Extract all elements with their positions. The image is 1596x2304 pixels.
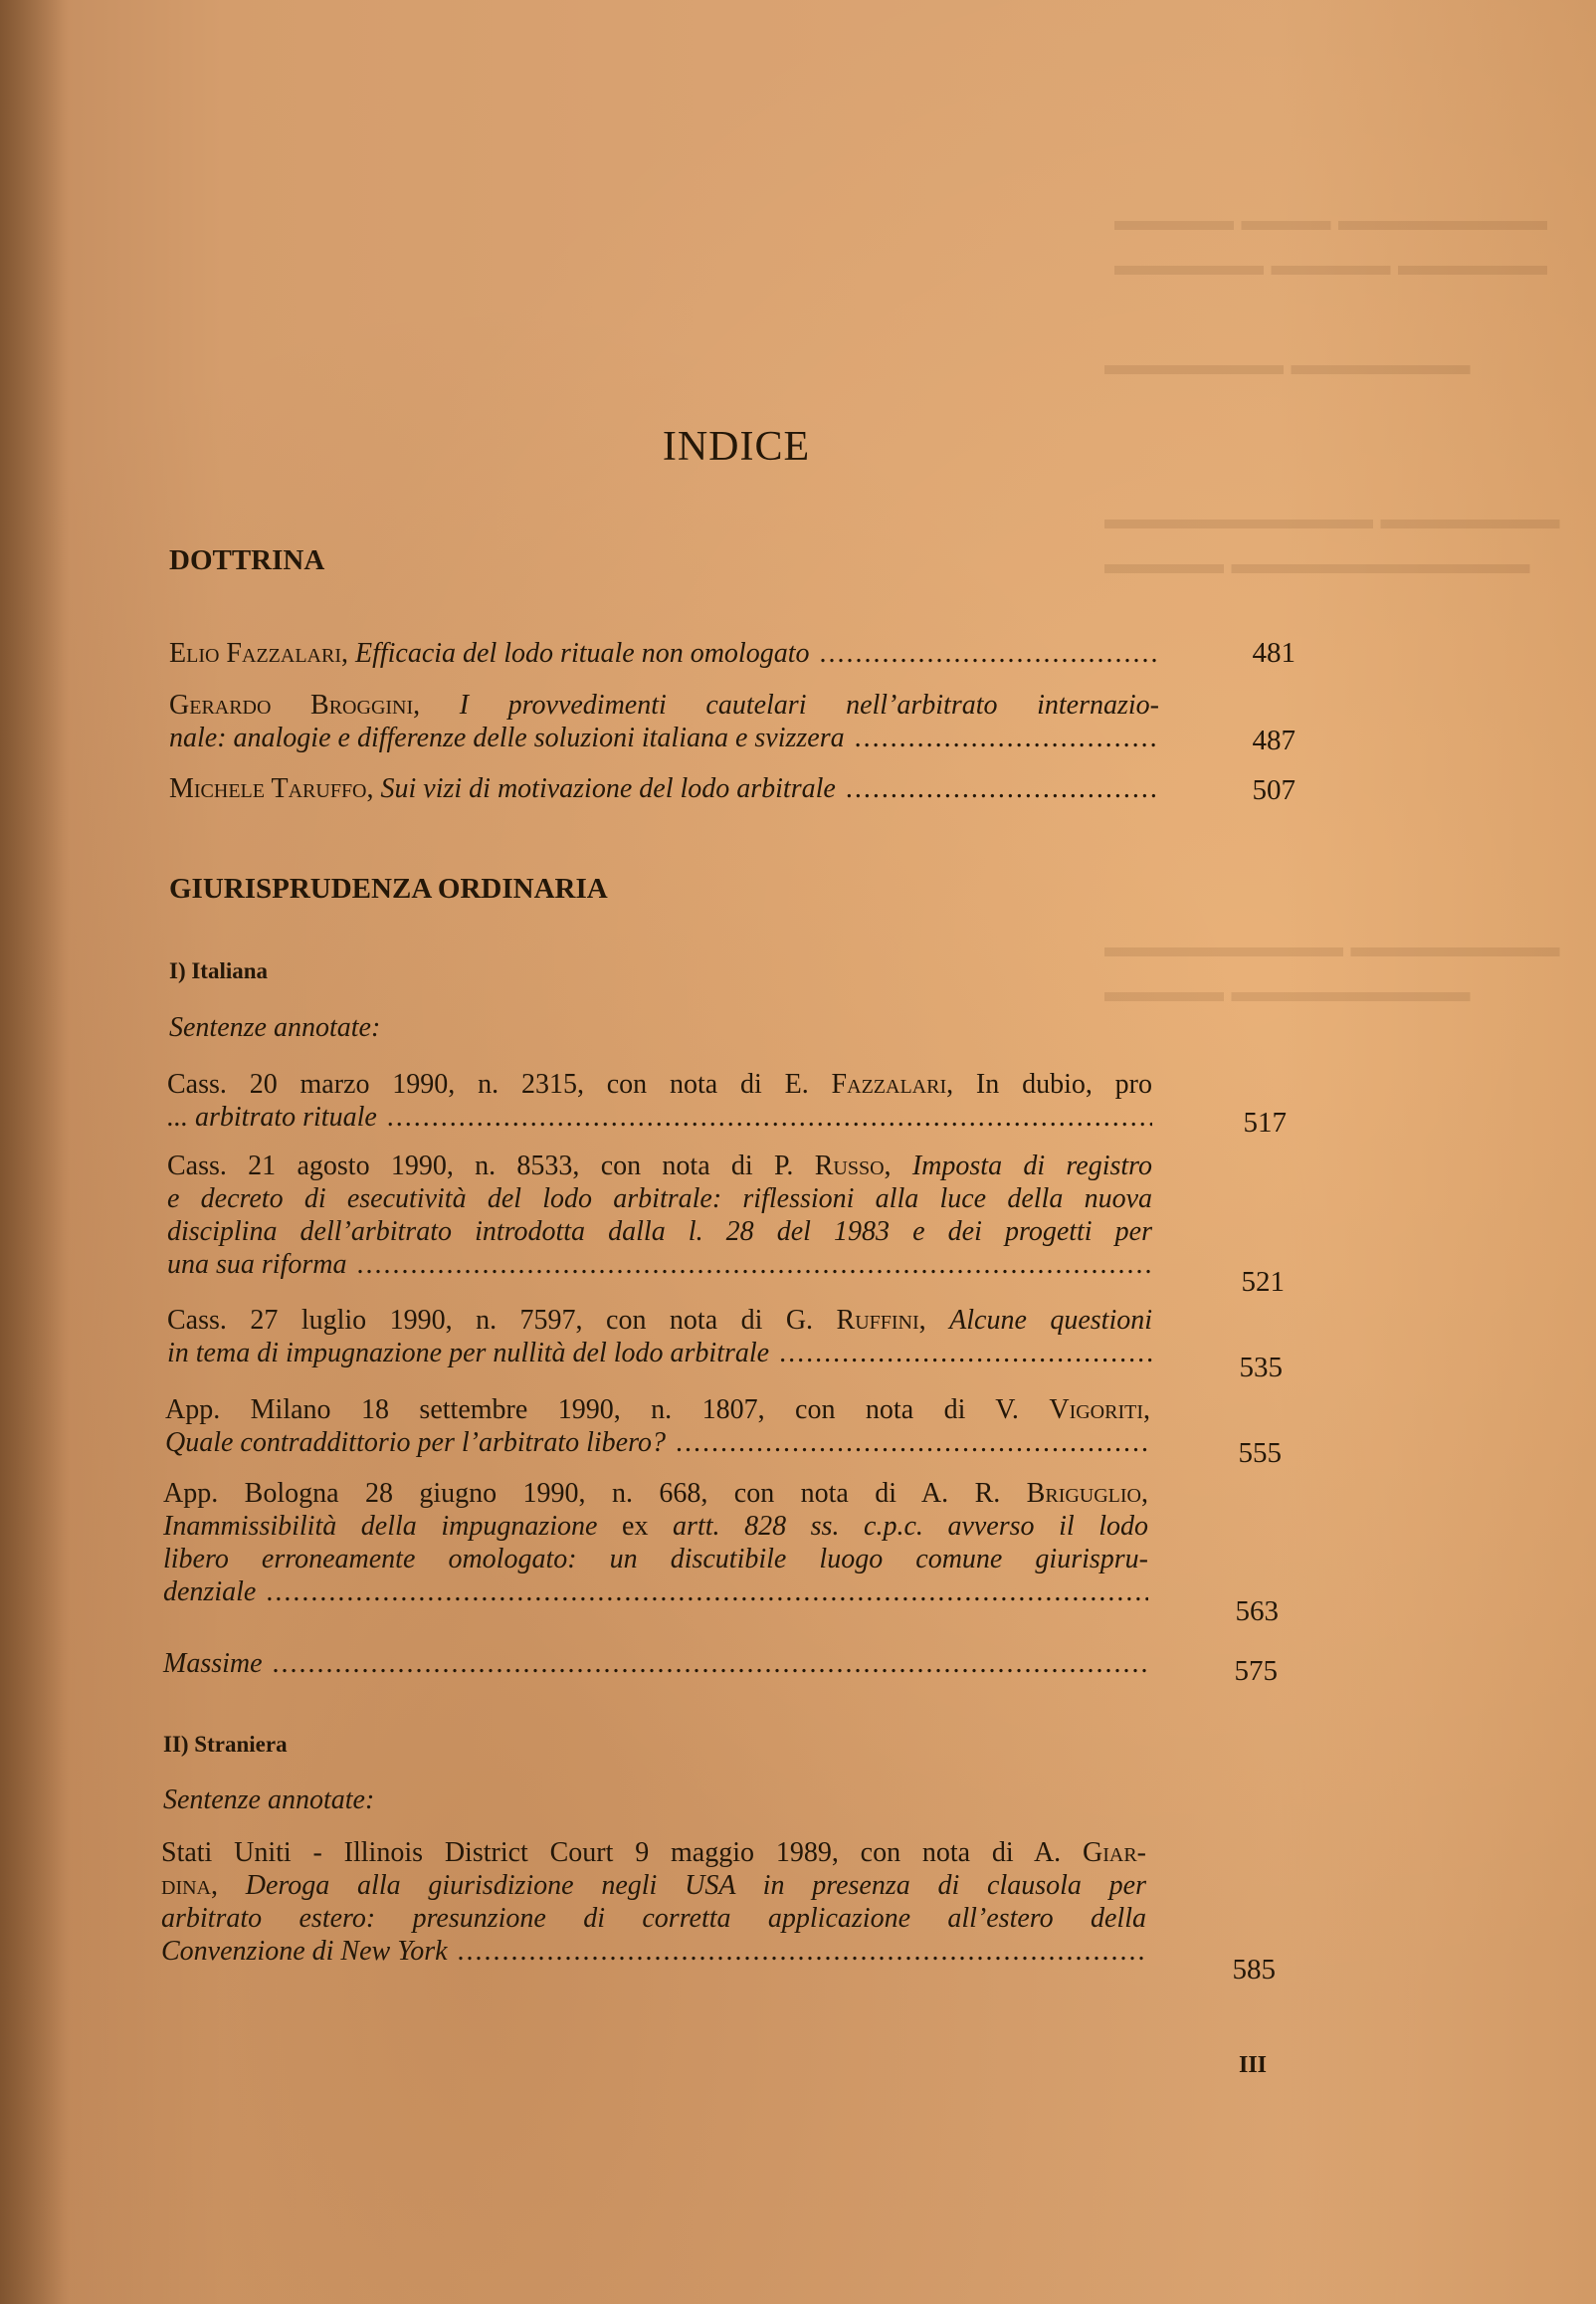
note-author: Giar-: [1083, 1837, 1146, 1868]
toc-entry-line: Cass. 21 agosto 1990, n. 8533, con nota di P. Russo, Imposta di registro: [167, 1151, 1153, 1181]
dot-leaders: [273, 1647, 1148, 1680]
bleed-through-text: ▬▬▬▬▬▬▬▬ ▬▬▬▬▬▬▬: [1104, 931, 1560, 963]
entry-author: Gerardo Broggini: [169, 690, 414, 721]
toc-entry-line: App. Milano 18 settembre 1990, n. 1807, con nota di V. Vigoriti,: [165, 1394, 1150, 1425]
page-number: 535: [1239, 1352, 1283, 1383]
toc-entry-line: Michele Taruffo, Sui vizi di motivazione del lodo arbitrale .....: [169, 772, 1159, 805]
section-heading-dottrina: DOTTRINA: [169, 544, 325, 576]
entry-title: Sui vizi di motivazione del lodo arbitrale: [380, 773, 836, 804]
dot-leaders: [458, 1935, 1146, 1968]
toc-entry: [165, 1393, 1150, 1459]
page-number: 507: [1252, 774, 1296, 806]
page-title: INDICE: [662, 424, 811, 470]
toc-entry: [169, 689, 1159, 754]
toc-entry-line: e decreto di esecutività del lodo arbitrale: riflessioni alla luce della nuova: [167, 1183, 1152, 1214]
toc-entry: [167, 1068, 1152, 1134]
note-author: Russo: [814, 1151, 885, 1181]
toc-entry-line: Elio Fazzalari, Efficacia del lodo rituale non omologato .....: [169, 637, 1159, 670]
entry-title: I provvedimenti cautelari nell’arbitrato internazio-: [459, 690, 1159, 721]
toc-entry: [163, 1477, 1148, 1608]
toc-entry-line: Convenzione di New York .....: [161, 1935, 1146, 1968]
toc-entry: [169, 637, 1159, 670]
toc-entry-line: Quale contraddittorio per l’arbitrato libero? .....: [165, 1426, 1150, 1459]
toc-entry-line: Cass. 27 luglio 1990, n. 7597, con nota di G. Ruffini, Alcune questioni: [167, 1305, 1153, 1336]
toc-entry: [167, 1150, 1152, 1281]
bleed-through-text: ▬▬▬▬ ▬▬▬▬▬▬▬▬▬▬: [1104, 547, 1530, 580]
toc-entry: [161, 1836, 1146, 1968]
entry-title: Efficacia del lodo rituale non omologato: [354, 638, 810, 669]
page-number: 517: [1243, 1107, 1287, 1139]
toc-entry: [167, 1304, 1152, 1369]
toc-entry-line: disciplina dell’arbitrato introdotta dalla l. 28 del 1983 e dei progetti per: [167, 1216, 1152, 1247]
dot-leaders: [387, 1101, 1152, 1134]
toc-entry-line: Stati Uniti - Illinois District Court 9 maggio 1989, con nota di A. Giar-: [161, 1837, 1146, 1868]
toc-entry-line: nale: analogie e differenze delle soluzioni italiana e svizzera .....: [169, 722, 1159, 754]
page-number: 555: [1238, 1437, 1282, 1469]
annotated-sentences-label: Sentenze annotate:: [163, 1784, 375, 1815]
toc-entry-line: denziale .....: [163, 1575, 1148, 1608]
page-number: 575: [1234, 1655, 1278, 1687]
page-number: 585: [1232, 1954, 1276, 1986]
bleed-through-text: ▬▬▬▬▬ ▬▬▬▬ ▬▬▬▬▬: [1114, 249, 1547, 282]
toc-entry-line: ... arbitrato rituale .....: [167, 1101, 1152, 1134]
dot-leaders: [676, 1426, 1150, 1459]
toc-entry-line: arbitrato estero: presunzione di corretta applicazione all’estero della: [161, 1903, 1146, 1934]
bleed-through-text: ▬▬▬▬ ▬▬▬▬▬▬▬▬: [1104, 975, 1471, 1008]
dot-leaders: [779, 1337, 1152, 1369]
toc-entry: [169, 772, 1159, 805]
subsection-heading-straniera: II) Straniera: [163, 1732, 288, 1757]
toc-entry-line: dina, Deroga alla giurisdizione negli USA in presenza di clausola per: [161, 1870, 1147, 1901]
toc-entry-line: Gerardo Broggini, I provvedimenti cautelari nell’arbitrato internazio-: [169, 690, 1159, 721]
note-author: Fazzalari: [831, 1069, 947, 1100]
dot-leaders: [846, 772, 1159, 805]
dot-leaders: [855, 722, 1159, 754]
note-author: Vigoriti: [1049, 1394, 1143, 1425]
section-heading-giurisprudenza: GIURISPRUDENZA ORDINARIA: [169, 873, 608, 905]
toc-entry-line: libero erroneamente omologato: un discutibile luogo comune giurispru-: [163, 1544, 1148, 1574]
entry-author: Elio Fazzalari: [169, 638, 341, 669]
toc-entry-line: una sua riforma .....: [167, 1248, 1152, 1281]
page-number: 563: [1235, 1595, 1279, 1627]
subsection-heading-italiana: I) Italiana: [169, 958, 269, 983]
dot-leaders: [266, 1575, 1148, 1608]
toc-entry: [163, 1647, 1148, 1680]
bleed-through-text: ▬▬▬▬▬▬▬▬▬ ▬▬▬▬▬▬: [1104, 503, 1560, 535]
toc-entry-line: Massime .....: [163, 1647, 1148, 1680]
bleed-through-text: ▬▬▬▬▬▬ ▬▬▬▬▬▬: [1104, 348, 1471, 381]
toc-entry-line: in tema di impugnazione per nullità del lodo arbitrale .....: [167, 1337, 1152, 1369]
folio-number: III: [1239, 2052, 1268, 2078]
toc-entry-line: Cass. 20 marzo 1990, n. 2315, con nota di E. Fazzalari, In dubio, pro: [167, 1069, 1152, 1100]
dot-leaders: [820, 637, 1160, 670]
toc-entry-line: App. Bologna 28 giugno 1990, n. 668, con nota di A. R. Briguglio,: [163, 1478, 1148, 1509]
page-number: 487: [1252, 725, 1296, 756]
dot-leaders: [356, 1248, 1152, 1281]
entry-author: Michele Taruffo: [169, 773, 367, 804]
page-number: 521: [1241, 1266, 1285, 1298]
note-author: Briguglio: [1026, 1478, 1141, 1509]
bleed-through-text: ▬▬▬▬ ▬▬▬ ▬▬▬▬▬▬▬: [1114, 204, 1547, 237]
toc-entry-line: Inammissibilità della impugnazione ex artt. 828 ss. c.p.c. avverso il lodo: [163, 1511, 1148, 1542]
annotated-sentences-label: Sentenze annotate:: [169, 1012, 381, 1043]
note-author: Ruffini: [836, 1305, 919, 1336]
binding-shadow: [0, 0, 70, 2304]
page-number: 481: [1252, 637, 1296, 669]
